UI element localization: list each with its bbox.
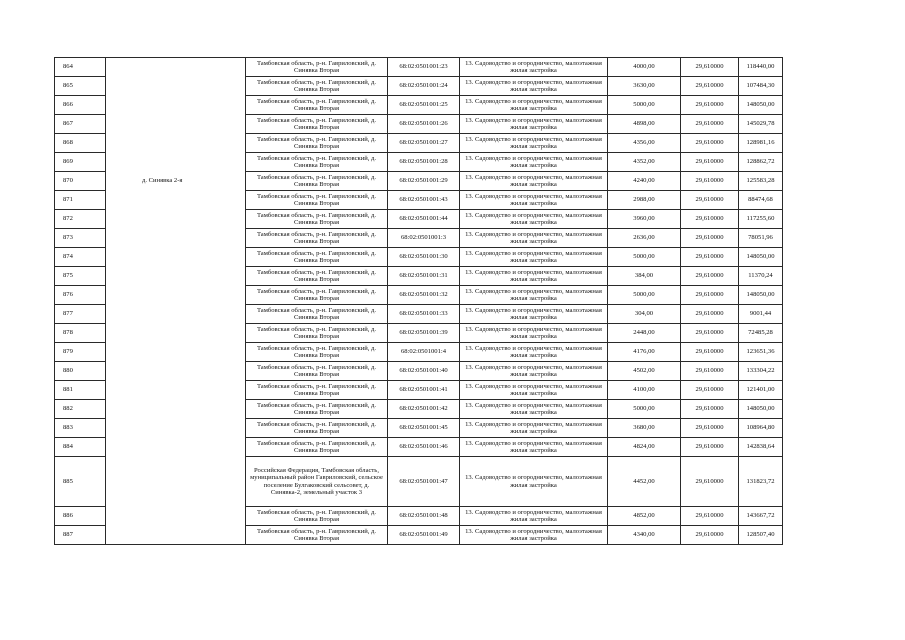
settlement-cell [106, 96, 246, 115]
table-row [55, 267, 783, 286]
cadastral-value-cell: 117255,60 [739, 210, 783, 229]
area-cell: 4852,00 [608, 507, 681, 526]
address-cell: Тамбовская область, р-н. Гавриловский, д. Синявка Вторая [246, 248, 388, 267]
cadastral-value-cell: 128507,40 [739, 526, 783, 545]
area-cell: 4000,00 [608, 58, 681, 77]
cadastral-value-cell: 145029,78 [739, 115, 783, 134]
address-cell: Тамбовская область, р-н. Гавриловский, д. Синявка Вторая [246, 210, 388, 229]
row-number: 883 [55, 419, 106, 438]
specific-value-cell: 29,610000 [681, 286, 739, 305]
area-cell: 3630,00 [608, 77, 681, 96]
land-use-cell: 13. Садоводство и огородничество, малоэтажная жилая застройка [460, 362, 608, 381]
area-cell: 384,00 [608, 267, 681, 286]
land-use-cell: 13. Садоводство и огородничество, малоэтажная жилая застройка [460, 77, 608, 96]
land-use-cell: 13. Садоводство и огородничество, малоэтажная жилая застройка [460, 400, 608, 419]
address-cell: Тамбовская область, р-н. Гавриловский, д. Синявка Вторая [246, 438, 388, 457]
land-use-cell: 13. Садоводство и огородничество, малоэтажная жилая застройка [460, 324, 608, 343]
area-cell: 4452,00 [608, 457, 681, 507]
cadastral-value-cell: 142838,64 [739, 438, 783, 457]
cadastral-number-cell: 68:02:0501001:4 [388, 343, 460, 362]
cadastral-number-cell: 68:02:0501001:47 [388, 457, 460, 507]
settlement-cell [106, 58, 246, 77]
address-cell: Тамбовская область, р-н. Гавриловский, д. Синявка Вторая [246, 267, 388, 286]
address-cell: Тамбовская область, р-н. Гавриловский, д. Синявка Вторая [246, 153, 388, 172]
cadastral-value-cell: 143667,72 [739, 507, 783, 526]
land-use-cell: 13. Садоводство и огородничество, малоэтажная жилая застройка [460, 438, 608, 457]
cadastral-number-cell: 68:02:0501001:28 [388, 153, 460, 172]
land-use-cell: 13. Садоводство и огородничество, малоэтажная жилая застройка [460, 210, 608, 229]
row-number: 885 [55, 457, 106, 507]
cadastral-value-cell: 123651,36 [739, 343, 783, 362]
land-use-cell: 13. Садоводство и огородничество, малоэтажная жилая застройка [460, 248, 608, 267]
land-use-cell: 13. Садоводство и огородничество, малоэтажная жилая застройка [460, 343, 608, 362]
row-number: 872 [55, 210, 106, 229]
row-number: 869 [55, 153, 106, 172]
area-cell: 5000,00 [608, 400, 681, 419]
address-cell: Тамбовская область, р-н. Гавриловский, д. Синявка Вторая [246, 400, 388, 419]
cadastral-number-cell: 68:02:0501001:39 [388, 324, 460, 343]
settlement-cell [106, 419, 246, 438]
cadastral-number-cell: 68:02:0501001:29 [388, 172, 460, 191]
specific-value-cell: 29,610000 [681, 153, 739, 172]
table-row [55, 96, 783, 115]
table-row [55, 507, 783, 526]
land-use-cell: 13. Садоводство и огородничество, малоэтажная жилая застройка [460, 381, 608, 400]
settlement-cell [106, 305, 246, 324]
cadastral-value-cell: 148050,00 [739, 286, 783, 305]
specific-value-cell: 29,610000 [681, 248, 739, 267]
row-number: 875 [55, 267, 106, 286]
table-row [55, 419, 783, 438]
specific-value-cell: 29,610000 [681, 115, 739, 134]
address-cell: Тамбовская область, р-н. Гавриловский, д. Синявка Вторая [246, 507, 388, 526]
row-number: 877 [55, 305, 106, 324]
cadastral-value-cell: 148050,00 [739, 400, 783, 419]
cadastral-number-cell: 68:02:0501001:42 [388, 400, 460, 419]
cadastral-number-cell: 68:02:0501001:40 [388, 362, 460, 381]
address-cell: Тамбовская область, р-н. Гавриловский, д. Синявка Вторая [246, 134, 388, 153]
cadastral-number-cell: 68:02:0501001:30 [388, 248, 460, 267]
settlement-cell [106, 381, 246, 400]
table-row [55, 229, 783, 248]
address-cell: Российская Федерация, Тамбовская область, муниципальный район Гавриловский, сельское поселение Булгаковский сельсовет, д. Синявка-2, земельный участок 3 [246, 457, 388, 507]
address-cell: Тамбовская область, р-н. Гавриловский, д. Синявка Вторая [246, 77, 388, 96]
cadastral-number-cell: 68:02:0501001:32 [388, 286, 460, 305]
settlement-cell [106, 507, 246, 526]
area-cell: 5000,00 [608, 96, 681, 115]
row-number: 880 [55, 362, 106, 381]
specific-value-cell: 29,610000 [681, 381, 739, 400]
row-number: 864 [55, 58, 106, 77]
land-use-cell: 13. Садоводство и огородничество, малоэтажная жилая застройка [460, 419, 608, 438]
table-row [55, 248, 783, 267]
area-cell: 4340,00 [608, 526, 681, 545]
specific-value-cell: 29,610000 [681, 210, 739, 229]
cadastral-number-cell: 68:02:0501001:46 [388, 438, 460, 457]
cadastral-value-cell: 148050,00 [739, 96, 783, 115]
row-number: 879 [55, 343, 106, 362]
land-use-cell: 13. Садоводство и огородничество, малоэтажная жилая застройка [460, 153, 608, 172]
land-use-cell: 13. Садоводство и огородничество, малоэтажная жилая застройка [460, 507, 608, 526]
settlement-cell [106, 134, 246, 153]
table-row [55, 362, 783, 381]
table-row [55, 286, 783, 305]
cadastral-number-cell: 68:02:0501001:27 [388, 134, 460, 153]
area-cell: 2988,00 [608, 191, 681, 210]
specific-value-cell: 29,610000 [681, 96, 739, 115]
settlement-cell [106, 115, 246, 134]
table-row [55, 58, 783, 77]
row-number: 881 [55, 381, 106, 400]
area-cell: 4352,00 [608, 153, 681, 172]
address-cell: Тамбовская область, р-н. Гавриловский, д. Синявка Вторая [246, 115, 388, 134]
specific-value-cell: 29,610000 [681, 400, 739, 419]
table-row [55, 191, 783, 210]
area-cell: 4100,00 [608, 381, 681, 400]
cadastral-value-cell: 128862,72 [739, 153, 783, 172]
land-use-cell: 13. Садоводство и огородничество, малоэтажная жилая застройка [460, 267, 608, 286]
settlement-cell [106, 248, 246, 267]
specific-value-cell: 29,610000 [681, 343, 739, 362]
cadastral-number-cell: 68:02:0501001:24 [388, 77, 460, 96]
table-row [55, 305, 783, 324]
table-row [55, 457, 783, 507]
specific-value-cell: 29,610000 [681, 267, 739, 286]
area-cell: 2636,00 [608, 229, 681, 248]
table-row [55, 526, 783, 545]
row-number: 865 [55, 77, 106, 96]
row-number: 871 [55, 191, 106, 210]
land-use-cell: 13. Садоводство и огородничество, малоэтажная жилая застройка [460, 172, 608, 191]
area-cell: 4240,00 [608, 172, 681, 191]
settlement-cell [106, 77, 246, 96]
settlement-cell [106, 526, 246, 545]
cadastral-number-cell: 68:02:0501001:25 [388, 96, 460, 115]
table-row [55, 153, 783, 172]
settlement-cell [106, 153, 246, 172]
settlement-cell [106, 229, 246, 248]
row-number: 873 [55, 229, 106, 248]
address-cell: Тамбовская область, р-н. Гавриловский, д. Синявка Вторая [246, 286, 388, 305]
area-cell: 4176,00 [608, 343, 681, 362]
table-row [55, 400, 783, 419]
settlement-cell [106, 191, 246, 210]
cadastral-value-cell: 108964,80 [739, 419, 783, 438]
table-row [55, 343, 783, 362]
cadastral-number-cell: 68:02:0501001:45 [388, 419, 460, 438]
address-cell: Тамбовская область, р-н. Гавриловский, д. Синявка Вторая [246, 172, 388, 191]
settlement-cell: д. Синявка 2-я [106, 172, 246, 191]
cadastral-number-cell: 68:02:0501001:3 [388, 229, 460, 248]
table-row [55, 324, 783, 343]
settlement-cell [106, 343, 246, 362]
row-number: 886 [55, 507, 106, 526]
cadastral-value-cell: 148050,00 [739, 248, 783, 267]
land-use-cell: 13. Садоводство и огородничество, малоэтажная жилая застройка [460, 229, 608, 248]
area-cell: 4502,00 [608, 362, 681, 381]
settlement-cell [106, 400, 246, 419]
table-row [55, 77, 783, 96]
cadastral-value-cell: 78051,96 [739, 229, 783, 248]
land-use-cell: 13. Садоводство и огородничество, малоэтажная жилая застройка [460, 305, 608, 324]
row-number: 866 [55, 96, 106, 115]
address-cell: Тамбовская область, р-н. Гавриловский, д. Синявка Вторая [246, 96, 388, 115]
settlement-cell [106, 438, 246, 457]
settlement-cell [106, 286, 246, 305]
area-cell: 5000,00 [608, 286, 681, 305]
row-number: 874 [55, 248, 106, 267]
specific-value-cell: 29,610000 [681, 438, 739, 457]
row-number: 887 [55, 526, 106, 545]
address-cell: Тамбовская область, р-н. Гавриловский, д. Синявка Вторая [246, 58, 388, 77]
address-cell: Тамбовская область, р-н. Гавриловский, д. Синявка Вторая [246, 381, 388, 400]
specific-value-cell: 29,610000 [681, 172, 739, 191]
cadastral-value-table [54, 57, 783, 545]
specific-value-cell: 29,610000 [681, 526, 739, 545]
cadastral-value-cell: 9001,44 [739, 305, 783, 324]
specific-value-cell: 29,610000 [681, 58, 739, 77]
row-number: 884 [55, 438, 106, 457]
cadastral-value-cell: 121401,00 [739, 381, 783, 400]
table-row [55, 172, 783, 191]
cadastral-number-cell: 68:02:0501001:23 [388, 58, 460, 77]
settlement-cell [106, 210, 246, 229]
area-cell: 4356,00 [608, 134, 681, 153]
cadastral-value-cell: 88474,68 [739, 191, 783, 210]
cadastral-value-cell: 125583,28 [739, 172, 783, 191]
row-number: 867 [55, 115, 106, 134]
area-cell: 3960,00 [608, 210, 681, 229]
land-use-cell: 13. Садоводство и огородничество, малоэтажная жилая застройка [460, 134, 608, 153]
cadastral-value-cell: 107484,30 [739, 77, 783, 96]
address-cell: Тамбовская область, р-н. Гавриловский, д. Синявка Вторая [246, 526, 388, 545]
area-cell: 5000,00 [608, 248, 681, 267]
specific-value-cell: 29,610000 [681, 229, 739, 248]
settlement-cell [106, 267, 246, 286]
specific-value-cell: 29,610000 [681, 134, 739, 153]
cadastral-value-cell: 118440,00 [739, 58, 783, 77]
land-use-cell: 13. Садоводство и огородничество, малоэтажная жилая застройка [460, 457, 608, 507]
settlement-cell [106, 362, 246, 381]
specific-value-cell: 29,610000 [681, 305, 739, 324]
specific-value-cell: 29,610000 [681, 507, 739, 526]
land-use-cell: 13. Садоводство и огородничество, малоэтажная жилая застройка [460, 58, 608, 77]
specific-value-cell: 29,610000 [681, 77, 739, 96]
table-row [55, 115, 783, 134]
address-cell: Тамбовская область, р-н. Гавриловский, д. Синявка Вторая [246, 419, 388, 438]
address-cell: Тамбовская область, р-н. Гавриловский, д. Синявка Вторая [246, 229, 388, 248]
address-cell: Тамбовская область, р-н. Гавриловский, д. Синявка Вторая [246, 362, 388, 381]
specific-value-cell: 29,610000 [681, 362, 739, 381]
area-cell: 304,00 [608, 305, 681, 324]
table-row [55, 210, 783, 229]
table-row [55, 134, 783, 153]
land-use-cell: 13. Садоводство и огородничество, малоэтажная жилая застройка [460, 115, 608, 134]
land-use-cell: 13. Садоводство и огородничество, малоэтажная жилая застройка [460, 191, 608, 210]
row-number: 878 [55, 324, 106, 343]
table-row [55, 381, 783, 400]
specific-value-cell: 29,610000 [681, 191, 739, 210]
cadastral-number-cell: 68:02:0501001:31 [388, 267, 460, 286]
specific-value-cell: 29,610000 [681, 457, 739, 507]
cadastral-number-cell: 68:02:0501001:43 [388, 191, 460, 210]
cadastral-value-cell: 131823,72 [739, 457, 783, 507]
cadastral-number-cell: 68:02:0501001:26 [388, 115, 460, 134]
land-use-cell: 13. Садоводство и огородничество, малоэтажная жилая застройка [460, 96, 608, 115]
row-number: 868 [55, 134, 106, 153]
address-cell: Тамбовская область, р-н. Гавриловский, д. Синявка Вторая [246, 324, 388, 343]
cadastral-number-cell: 68:02:0501001:41 [388, 381, 460, 400]
table-row [55, 438, 783, 457]
cadastral-number-cell: 68:02:0501001:33 [388, 305, 460, 324]
table-body [55, 58, 783, 545]
specific-value-cell: 29,610000 [681, 419, 739, 438]
cadastral-value-cell: 128981,16 [739, 134, 783, 153]
settlement-cell [106, 324, 246, 343]
land-use-cell: 13. Садоводство и огородничество, малоэтажная жилая застройка [460, 526, 608, 545]
area-cell: 4898,00 [608, 115, 681, 134]
settlement-cell [106, 457, 246, 507]
cadastral-number-cell: 68:02:0501001:44 [388, 210, 460, 229]
row-number: 882 [55, 400, 106, 419]
cadastral-number-cell: 68:02:0501001:49 [388, 526, 460, 545]
row-number: 870 [55, 172, 106, 191]
area-cell: 2448,00 [608, 324, 681, 343]
cadastral-value-cell: 72485,28 [739, 324, 783, 343]
row-number: 876 [55, 286, 106, 305]
area-cell: 3680,00 [608, 419, 681, 438]
address-cell: Тамбовская область, р-н. Гавриловский, д. Синявка Вторая [246, 191, 388, 210]
land-use-cell: 13. Садоводство и огородничество, малоэтажная жилая застройка [460, 286, 608, 305]
area-cell: 4824,00 [608, 438, 681, 457]
address-cell: Тамбовская область, р-н. Гавриловский, д. Синявка Вторая [246, 343, 388, 362]
cadastral-number-cell: 68:02:0501001:48 [388, 507, 460, 526]
specific-value-cell: 29,610000 [681, 324, 739, 343]
address-cell: Тамбовская область, р-н. Гавриловский, д. Синявка Вторая [246, 305, 388, 324]
cadastral-value-cell: 11370,24 [739, 267, 783, 286]
cadastral-value-cell: 133304,22 [739, 362, 783, 381]
